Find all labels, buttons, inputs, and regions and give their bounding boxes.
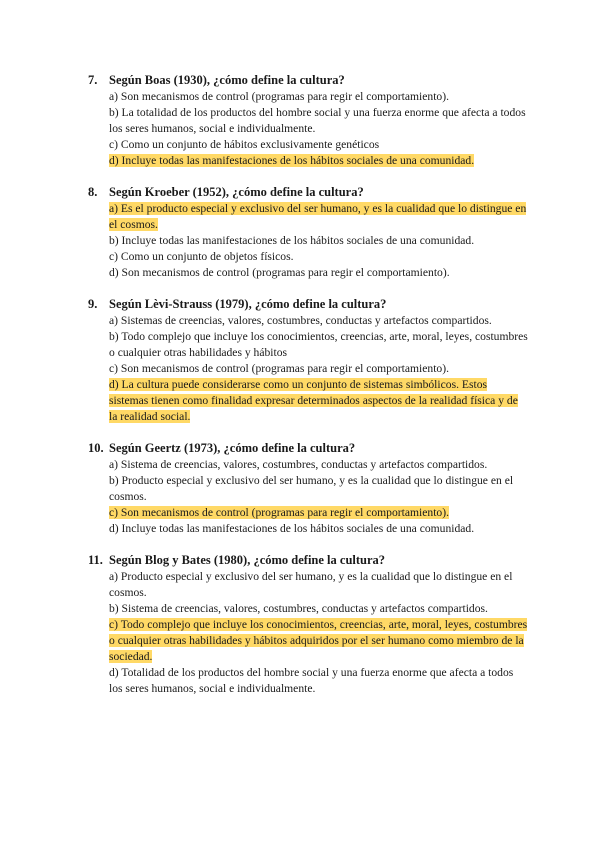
option-c [109, 361, 529, 377]
option-d [109, 521, 529, 537]
option-text: b) Incluye todas las manifestaciones de los hábitos sociales de una comunidad. [109, 234, 475, 247]
option-text: d) Incluye todas las manifestaciones de los hábitos sociales de una comunidad. [109, 522, 475, 535]
option-b [109, 105, 529, 137]
option-c [109, 617, 529, 665]
option-text: c) Como un conjunto de hábitos exclusivamente genéticos [109, 138, 380, 151]
option-text: b) Todo complejo que incluye los conocimientos, creencias, arte, moral, leyes, costumbres o cualquier otras habilidades y hábitos [109, 330, 528, 359]
answer-options [109, 313, 529, 425]
option-text: d) Son mecanismos de control (programas para regir el comportamiento). [109, 266, 450, 279]
option-text: c) Todo complejo que incluye los conocimientos, creencias, arte, moral, leyes, costumbres o cualquier otras habilidades y hábitos adquiridos por el ser humano como miembro de la sociedad. [109, 618, 528, 663]
option-a [109, 201, 529, 233]
option-text: a) Producto especial y exclusivo del ser humano, y es la cualidad que lo distingue en el cosmos. [109, 570, 513, 599]
question-title: Según Kroeber (1952), ¿cómo define la cultura? [109, 185, 364, 199]
option-b [109, 601, 529, 617]
option-text: d) La cultura puede considerarse como un conjunto de sistemas simbólicos. Estos sistemas tienen como finalidad expresar determinados aspectos de la realidad física y de la realidad social. [109, 378, 518, 423]
question-heading [88, 296, 528, 313]
question-heading [88, 552, 528, 569]
option-c [109, 505, 529, 521]
option-text: b) La totalidad de los productos del hombre social y una fuerza enorme que afecta a todos los seres humanos, social e individualmente. [109, 106, 526, 135]
question-9 [88, 296, 528, 425]
question-title: Según Boas (1930), ¿cómo define la cultura? [109, 73, 345, 87]
question-number: 11. [88, 553, 103, 567]
option-text: c) Son mecanismos de control (programas para regir el comportamiento). [109, 362, 449, 375]
answer-options [109, 89, 529, 169]
option-b [109, 473, 529, 505]
option-c [109, 249, 529, 265]
option-text: d) Incluye todas las manifestaciones de los hábitos sociales de una comunidad. [109, 154, 475, 167]
option-text: a) Sistemas de creencias, valores, costumbres, conductas y artefactos compartidos. [109, 314, 492, 327]
option-d [109, 153, 529, 169]
option-b [109, 329, 529, 361]
option-text: a) Es el producto especial y exclusivo del ser humano, y es la cualidad que lo distingue en el cosmos. [109, 202, 527, 231]
question-title: Según Blog y Bates (1980), ¿cómo define la cultura? [109, 553, 386, 567]
question-10 [88, 440, 528, 537]
question-title: Según Geertz (1973), ¿cómo define la cultura? [109, 441, 356, 455]
question-heading [88, 72, 528, 89]
option-a [109, 313, 529, 329]
option-text: c) Como un conjunto de objetos físicos. [109, 250, 294, 263]
question-7 [88, 72, 528, 169]
option-text: a) Sistema de creencias, valores, costumbres, conductas y artefactos compartidos. [109, 458, 488, 471]
question-heading [88, 184, 528, 201]
option-text: a) Son mecanismos de control (programas para regir el comportamiento). [109, 90, 449, 103]
option-d [109, 377, 529, 425]
answer-options [109, 569, 529, 697]
question-number: 10. [88, 441, 104, 455]
question-number: 9. [88, 297, 98, 311]
answer-options [109, 457, 529, 537]
answer-options [109, 201, 529, 281]
option-d [109, 665, 529, 697]
option-text: b) Producto especial y exclusivo del ser humano, y es la cualidad que lo distingue en el cosmos. [109, 474, 514, 503]
question-number: 8. [88, 185, 98, 199]
option-c [109, 137, 529, 153]
option-text: b) Sistema de creencias, valores, costumbres, conductas y artefactos compartidos. [109, 602, 488, 615]
option-d [109, 265, 529, 281]
option-text: c) Son mecanismos de control (programas para regir el comportamiento). [109, 506, 449, 519]
option-a [109, 89, 529, 105]
question-11 [88, 552, 528, 697]
question-title: Según Lèvi-Strauss (1979), ¿cómo define la cultura? [109, 297, 387, 311]
question-number: 7. [88, 73, 98, 87]
question-heading [88, 440, 528, 457]
option-a [109, 569, 529, 601]
option-text: d) Totalidad de los productos del hombre social y una fuerza enorme que afecta a todos los seres humanos, social e individualmente. [109, 666, 514, 695]
question-8 [88, 184, 528, 281]
option-a [109, 457, 529, 473]
option-b [109, 233, 529, 249]
